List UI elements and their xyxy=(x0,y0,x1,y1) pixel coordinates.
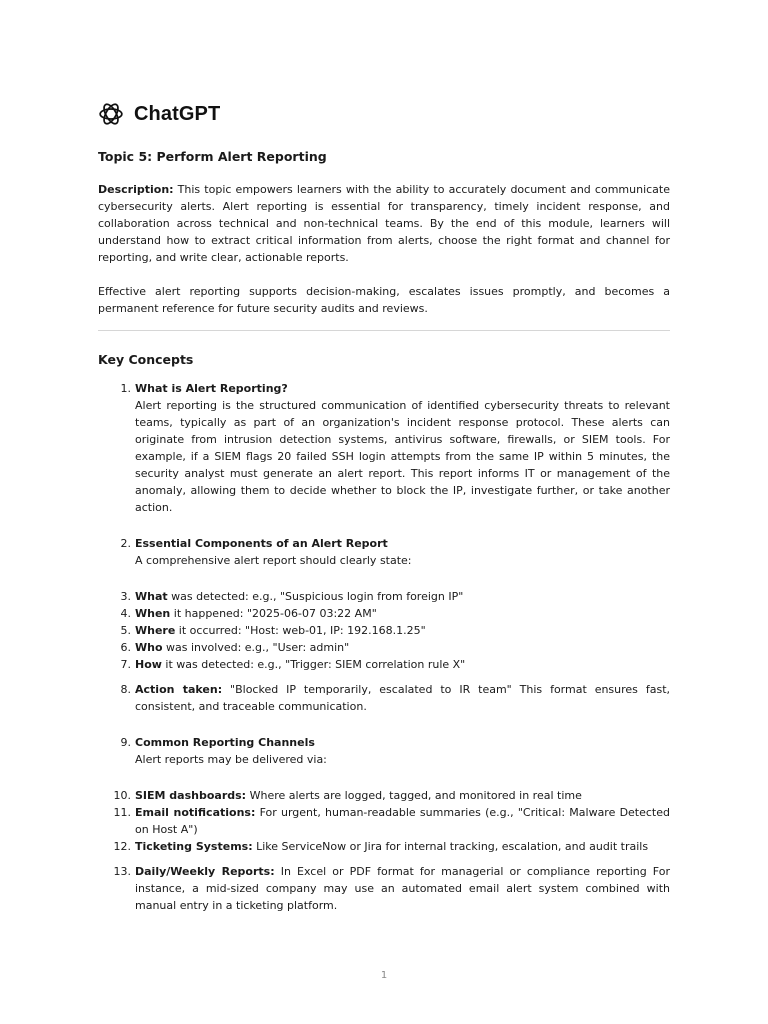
list-item-number: 5. xyxy=(120,624,131,637)
list-item-number: 7. xyxy=(120,658,131,671)
summary-paragraph: Effective alert reporting supports decision-making, escalates issues promptly, and becomes a permanent reference for future security audits and reviews. xyxy=(98,285,670,315)
list-item-number: 8. xyxy=(120,683,131,696)
list-item-number: 9. xyxy=(120,736,131,749)
list-item-number: 4. xyxy=(120,607,131,620)
list-item xyxy=(98,605,670,622)
list-item-text: In Excel or PDF format for managerial or compliance reporting For instance, a mid-sized company may use an automated email alert system combined with manual entry in a ticketing platform. xyxy=(135,865,670,912)
list-item-heading: SIEM dashboards: xyxy=(135,789,247,802)
list-item xyxy=(98,639,670,656)
list-item xyxy=(98,588,670,605)
list-item-heading: Daily/Weekly Reports: xyxy=(135,865,275,878)
description-paragraph xyxy=(98,181,670,266)
list-item xyxy=(98,734,670,768)
list-item-description: Alert reporting is the structured communication of identified cybersecurity threats to relevant teams, typically as part of an organization's incident response protocol. These alerts can originate from intrusion detection systems, antivirus software, firewalls, or SIEM tools. For example, if a SIEM flags 20 failed SSH login attempts from the same IP within 5 minutes, the security analyst must generate an alert report. This report informs IT or management of the anomaly, allowing them to decide whether to block the IP, investigate further, or take another action. xyxy=(135,399,670,514)
list-item-description: A comprehensive alert report should clearly state: xyxy=(135,554,412,567)
topic-title: Topic 5: Perform Alert Reporting xyxy=(98,149,327,164)
list-item-heading: What is Alert Reporting? xyxy=(135,382,288,395)
list-item-number: 10. xyxy=(113,789,131,802)
list-item xyxy=(98,681,670,715)
list-item-text: was detected: e.g., "Suspicious login from foreign IP" xyxy=(167,590,464,603)
description-label: Description: xyxy=(98,183,174,196)
list-item-heading: Who xyxy=(135,641,163,654)
page-number: 1 xyxy=(380,970,388,981)
list-item-heading: Essential Components of an Alert Report xyxy=(135,537,388,550)
list-item-text: "Blocked IP temporarily, escalated to IR team" This format ensures fast, consistent, and traceable communication. xyxy=(135,683,670,713)
brand-name: ChatGPT xyxy=(134,102,221,125)
list-item xyxy=(98,838,670,855)
list-item xyxy=(98,656,670,673)
list-item-number: 6. xyxy=(120,641,131,654)
list-item-number: 11. xyxy=(113,806,131,819)
list-item-heading: Action taken: xyxy=(135,683,223,696)
list-item-heading: Ticketing Systems: xyxy=(135,840,253,853)
document-page xyxy=(98,100,670,914)
description-text: This topic empowers learners with the ability to accurately document and communicate cybersecurity alerts. Alert reporting is essential for transparency, timely incident response, and collaboration across technical and non-technical teams. By the end of this module, learners will understand how to extract critical information from alerts, choose the right format and channel for reporting, and write clear, actionable reports. xyxy=(98,183,670,264)
list-item-text: For urgent, human-readable summaries (e.g., "Critical: Malware Detected on Host A") xyxy=(135,806,670,836)
list-item xyxy=(98,804,670,838)
list-item-text: it was detected: e.g., "Trigger: SIEM correlation rule X" xyxy=(161,658,466,671)
list-item-number: 2. xyxy=(120,537,131,550)
list-item xyxy=(98,863,670,914)
list-item xyxy=(98,380,670,516)
list-item-heading: Where xyxy=(135,624,176,637)
list-item-heading: What xyxy=(135,590,168,603)
list-item-text: Where alerts are logged, tagged, and monitored in real time xyxy=(246,789,582,802)
openai-logo-icon xyxy=(98,101,124,127)
section-title: Key Concepts xyxy=(98,352,194,367)
list-item-text: it occurred: "Host: web-01, IP: 192.168.1.25" xyxy=(175,624,426,637)
list-item-number: 12. xyxy=(113,840,131,853)
list-item-number: 1. xyxy=(120,382,131,395)
list-item-description: Alert reports may be delivered via: xyxy=(135,753,327,766)
brand-header xyxy=(98,100,670,128)
list-item-text: Like ServiceNow or Jira for internal tracking, escalation, and audit trails xyxy=(252,840,649,853)
list-item-heading: Email notifications: xyxy=(135,806,256,819)
list-item-heading: How xyxy=(135,658,162,671)
list-item-heading: When xyxy=(135,607,171,620)
list-item-number: 13. xyxy=(113,865,131,878)
list-item-text: was involved: e.g., "User: admin" xyxy=(162,641,350,654)
list-item xyxy=(98,535,670,569)
section-divider xyxy=(98,330,670,331)
key-concepts-list xyxy=(98,380,670,914)
list-item xyxy=(98,622,670,639)
list-item-text: it happened: "2025-06-07 03:22 AM" xyxy=(170,607,377,620)
list-item-heading: Common Reporting Channels xyxy=(135,736,315,749)
list-item-number: 3. xyxy=(120,590,131,603)
list-item xyxy=(98,787,670,804)
